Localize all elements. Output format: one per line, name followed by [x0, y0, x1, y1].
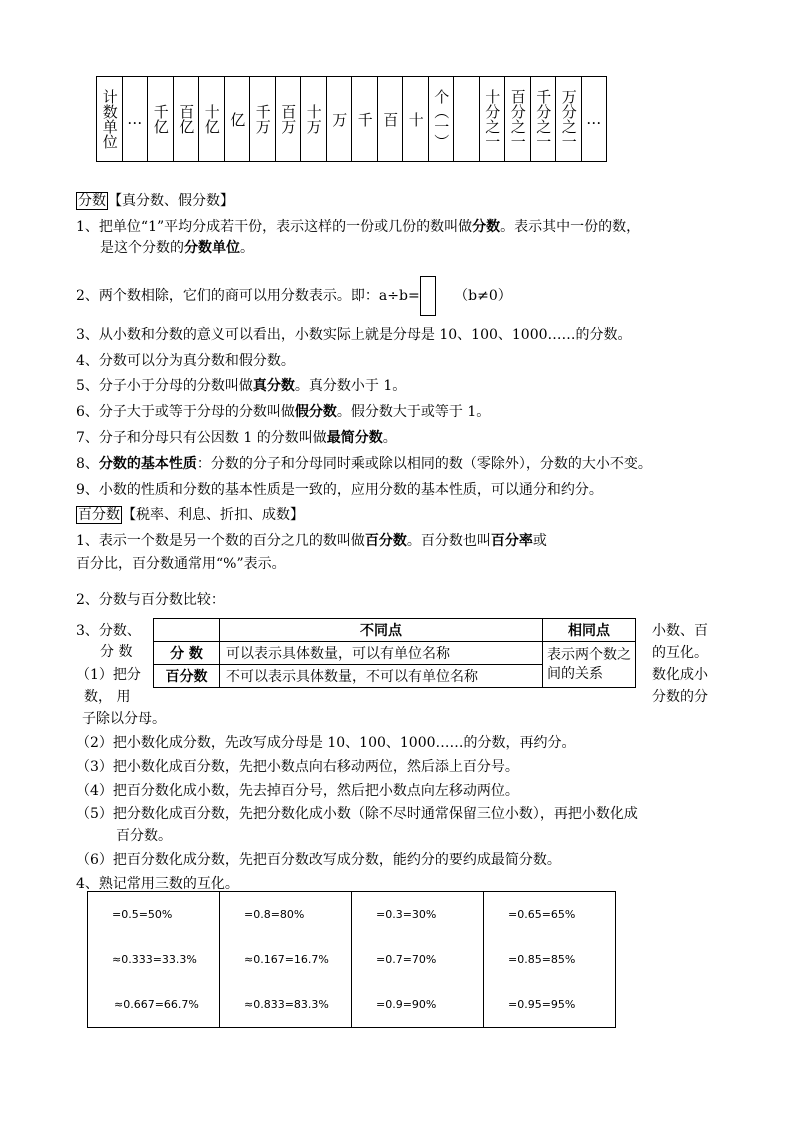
header-cell: 相同点: [543, 619, 636, 642]
percent-item-1-cont: [76, 553, 286, 573]
percent-sub-3: （3）把小数化成百分数，先把小数点向右移动两位，然后添上百分号。: [76, 759, 519, 775]
row-label: 分 数: [154, 642, 220, 665]
table-header-row: [154, 619, 636, 642]
text: 。表示其中一份的数，: [500, 219, 641, 235]
pv-cell: 千亿: [148, 77, 174, 162]
percent-sub-2: （2）把小数化成分数，先改写成分母是 10、100、1000……的分数，再约分。: [76, 735, 576, 751]
text: 1、表示一个数是另一个数的百分之几的数叫做: [76, 533, 365, 549]
conversion-value: =0.85=85%: [508, 953, 576, 966]
term: 百分率: [490, 533, 533, 549]
conversion-value: ≈0.667=66.7%: [114, 998, 199, 1011]
table-row: [154, 642, 636, 665]
fraction-item-5: [76, 375, 406, 395]
row-diff: 不可以表示具体数量，不可以有单位名称: [220, 665, 543, 688]
pv-cell: …: [581, 77, 607, 162]
conversion-value: ≈0.833=83.3%: [244, 998, 329, 1011]
section-title: 分数: [78, 193, 106, 209]
term: 假分数: [294, 404, 337, 420]
conversion-value: =0.5=50%: [112, 908, 173, 921]
pv-cell: 千分之一: [530, 77, 556, 162]
percent-sub-5-cont: 百分数。: [116, 828, 172, 844]
fraction-item-2: [76, 276, 512, 316]
pv-cell: 万分之一: [556, 77, 582, 162]
text: 。: [240, 240, 254, 256]
term: 分数单位: [184, 240, 240, 256]
place-value-table: [96, 76, 607, 162]
pv-cell: 个（一）: [428, 77, 454, 162]
text: 。: [382, 430, 397, 446]
percent-item-3-left-2: 分 数: [100, 644, 133, 660]
percent-sub-1-b: 数， 用: [84, 689, 131, 705]
percent-sub-4: （4）把百分数化成小数，先去掉百分号，然后把小数点向左移动两位。: [76, 783, 519, 799]
pv-cell: 百: [377, 77, 403, 162]
conversion-column: [220, 892, 352, 1028]
conversion-value: ≈0.333=33.3%: [112, 953, 197, 966]
fraction-item-3: 3、从小数和分数的意义可以看出，小数实际上就是分母是 10、100、1000……的分数。: [76, 327, 632, 343]
pv-cell: 百分之一: [505, 77, 531, 162]
text: 2、两个数相除，它们的商可以用分数表示。即：a÷b=: [76, 288, 420, 304]
percent-item-2: 2、分数与百分数比较：: [76, 592, 225, 608]
row-diff: 可以表示具体数量，可以有单位名称: [220, 642, 543, 665]
pv-cell: 计数单位: [97, 77, 123, 162]
pv-cell: 亿: [224, 77, 250, 162]
table-row: [88, 892, 616, 1028]
section-title: 百分数: [78, 507, 120, 523]
conversion-value: =0.7=70%: [376, 953, 437, 966]
text: 7、分子和分母只有公因数 1 的分数叫做: [76, 430, 327, 446]
fraction-item-1-cont: [100, 237, 254, 257]
pv-cell: 十: [403, 77, 429, 162]
header-cell: [154, 619, 220, 642]
pv-cell: 千: [352, 77, 378, 162]
percent-sub-1-c: 子除以分母。: [82, 711, 166, 727]
percent-item-3-right-3: 数化成小: [652, 667, 708, 683]
conversion-value: ≈0.167=16.7%: [244, 953, 329, 966]
conversion-column: [484, 892, 616, 1028]
text: 5、分子小于分母的分数叫做: [76, 378, 253, 394]
conversion-value: =0.3=30%: [376, 908, 437, 921]
conversion-value: =0.65=65%: [508, 908, 576, 921]
percent-item-3-right-4: 分数的分: [652, 689, 708, 705]
text: ：分数的分子和分母同时乘或除以相同的数（零除外），分数的大小不变。: [196, 456, 652, 472]
text: 1、把单位“1”平均分成若干份，表示这样的一份或几份的数叫做: [76, 219, 473, 235]
section-subtitle: 【税率、利息、折扣、成数】: [122, 507, 304, 523]
percent-item-4: 4、熟记常用三数的互化。: [76, 876, 239, 892]
fraction-item-1: [76, 216, 640, 236]
pv-cell: 千万: [250, 77, 276, 162]
percent-sub-5: （5）把分数化成百分数，先把分数化成小数（除不尽时通常保留三位小数），再把小数化成: [76, 806, 638, 822]
fraction-item-9: 9、小数的性质和分数的基本性质是一致的，应用分数的基本性质，可以通分和约分。: [76, 482, 603, 498]
pv-cell: 百亿: [173, 77, 199, 162]
text: ，百分数通常用“%”表示。: [118, 556, 286, 572]
text: 或: [532, 533, 547, 549]
text: （b≠0）: [454, 288, 512, 304]
term: 百分数: [364, 533, 407, 549]
compare-table: [153, 618, 636, 688]
percent-sub-6: （6）把百分数化成分数，先把百分数改写成分数，能约分的要约成最简分数。: [76, 852, 561, 868]
term: 最简分数: [326, 430, 383, 446]
same-cell: 表示两个数之间的关系: [543, 642, 636, 688]
row-label: 百分数: [154, 665, 220, 688]
percent-heading: [76, 504, 304, 524]
term: 真分数: [252, 378, 295, 394]
conversion-value: =0.8=80%: [244, 908, 305, 921]
fraction-item-4: 4、分数可以分为真分数和假分数。: [76, 353, 295, 369]
pv-cell: [454, 77, 480, 162]
term: 分数: [472, 219, 501, 235]
pv-cell: …: [122, 77, 148, 162]
conversion-column: [352, 892, 484, 1028]
fraction-item-8: [76, 453, 652, 473]
text: 。百分数也叫: [406, 533, 491, 549]
pv-cell: 十万: [301, 77, 327, 162]
text: 8、: [76, 456, 99, 472]
term: 分数的基本性质: [98, 456, 197, 472]
percent-item-1: [76, 530, 547, 550]
conversion-table: [87, 891, 616, 1028]
header-cell: 不同点: [220, 619, 543, 642]
place-value-row: [97, 77, 607, 162]
text: 。真分数小于 1。: [294, 378, 407, 394]
percent-item-3-left-1: 3、分数、: [76, 623, 141, 639]
fraction-item-6: [76, 401, 490, 421]
section-subtitle: 【真分数、假分数】: [108, 193, 234, 209]
conversion-column: [88, 892, 220, 1028]
text: 是这个分数的: [100, 240, 184, 256]
pv-cell: 十分之一: [479, 77, 505, 162]
percent-item-3-right-1: 小数、百: [652, 623, 708, 639]
text: 。假分数大于或等于 1。: [336, 404, 491, 420]
pv-cell: 百万: [275, 77, 301, 162]
fraction-placeholder-box: [420, 276, 436, 316]
fraction-heading: [76, 190, 234, 210]
conversion-value: =0.95=95%: [508, 998, 576, 1011]
fraction-item-7: [76, 427, 397, 447]
pv-cell: 万: [326, 77, 352, 162]
percent-item-3-right-2: 的互化。: [652, 645, 708, 661]
text: 6、分子大于或等于分母的分数叫做: [76, 404, 295, 420]
text: 百分比: [76, 556, 118, 572]
conversion-value: =0.9=90%: [376, 998, 437, 1011]
percent-sub-1-a: （1）把分: [76, 667, 141, 683]
pv-cell: 十亿: [199, 77, 225, 162]
